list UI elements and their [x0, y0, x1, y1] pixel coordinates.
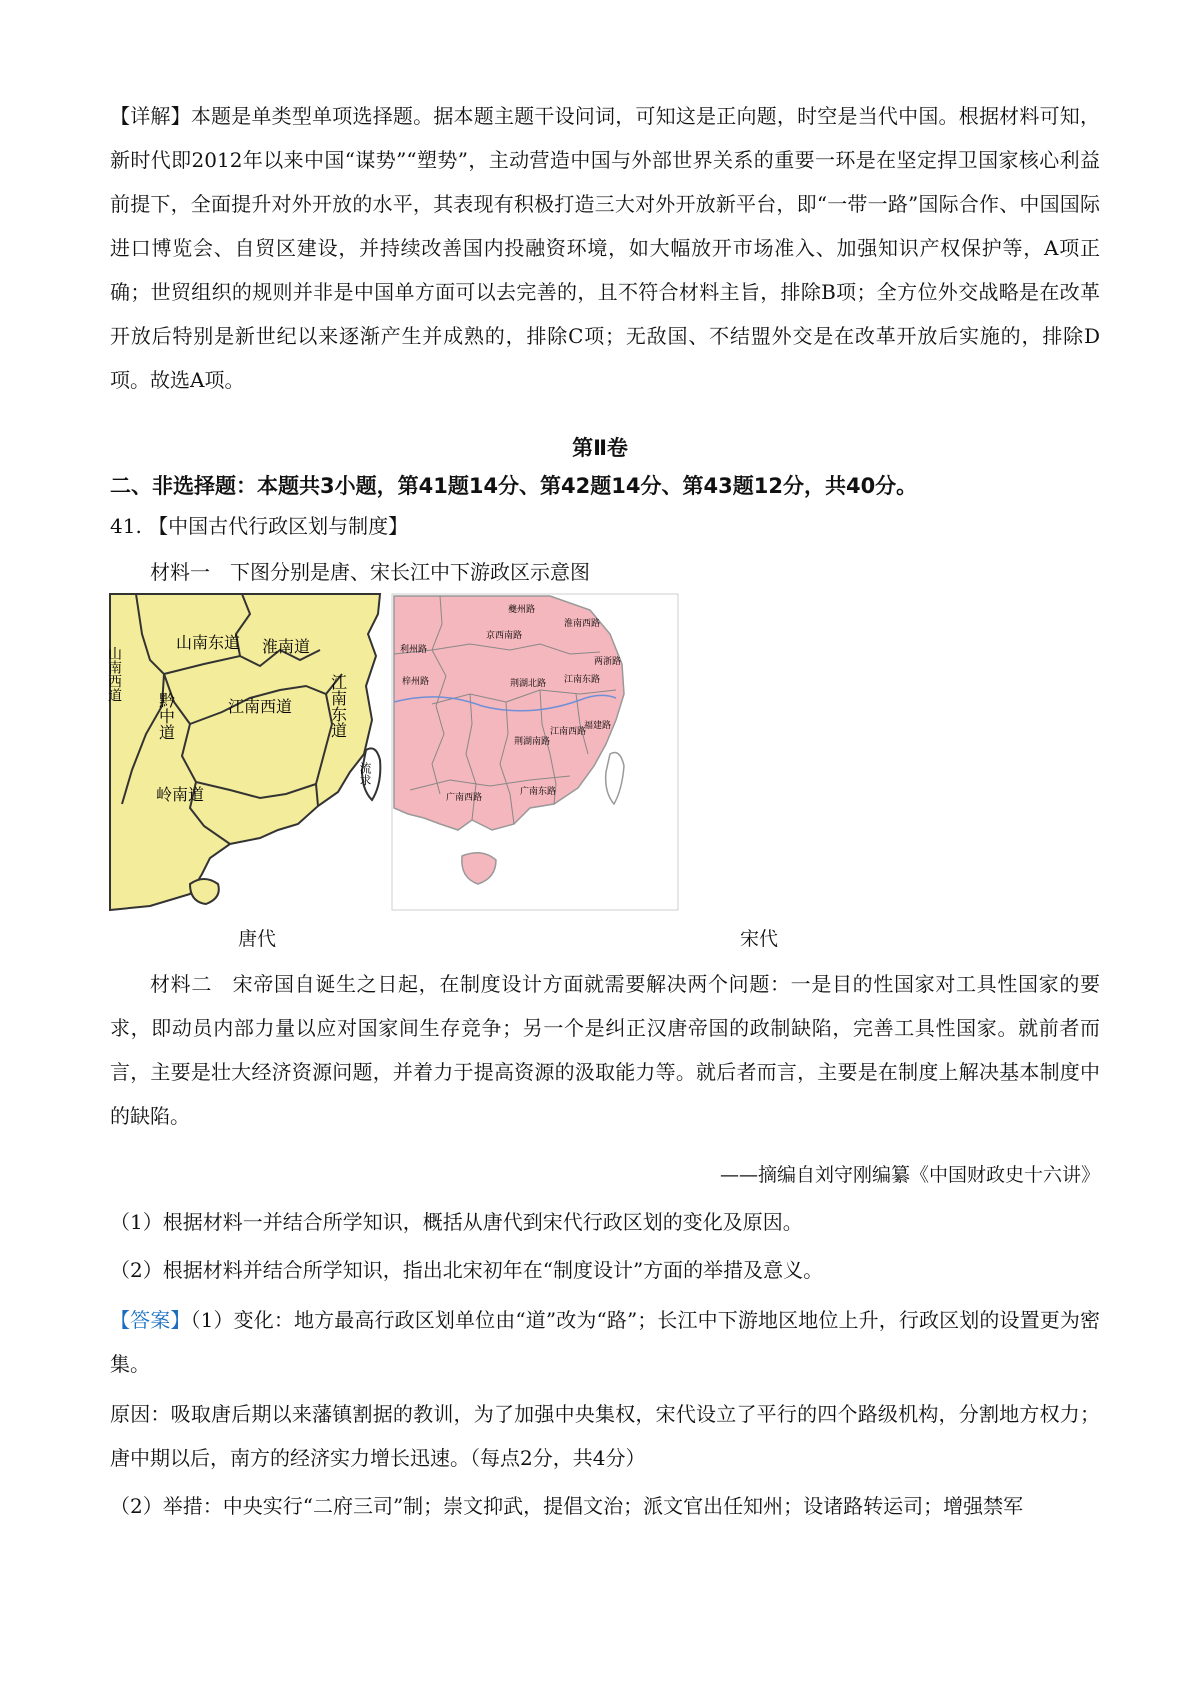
song-map-caption: 宋代: [740, 928, 779, 950]
answer-part-one: [110, 1298, 1100, 1386]
detail-paragraph: [110, 94, 1100, 402]
tang-label-b: 淮南道: [262, 637, 311, 656]
tang-label-f: 江南西道: [228, 697, 293, 716]
tang-label-e: 黔中道: [156, 692, 176, 740]
material-two: 材料二 宋帝国自诞生之日起，在制度设计方面就需要解决两个问题：一是目的性国家对工具性国家的要求，即动员内部力量以应对国家间生存竞争；另一个是纠正汉唐帝国的政制缺陷，完善工具性国家。就前者而言，主要是壮大经济资源问题，并着力于提高资源的汲取能力等。就后者而言，主要是在制度上解决基本制度中的缺陷。: [110, 972, 1100, 1128]
song-label-e: 荆湖北路: [510, 679, 547, 689]
detail-label: 【详解】: [110, 104, 191, 128]
answer-p1-text: （1）变化：地方最高行政区划单位由“道”改为“路”；长江中下游地区地位上升，行政区划的设置更为密集。: [110, 1308, 1101, 1376]
song-label-k: 广南西路: [446, 793, 483, 803]
answer-reason: 原因：吸取唐后期以来藩镇割据的教训，为了加强中央集权，宋代设立了平行的四个路级机构，分割地方权力；唐中期以后，南方的经济实力增长迅速。（每点2分，共4分）: [110, 1402, 1100, 1470]
song-label-g: 两浙路: [594, 657, 622, 667]
section-heading: 二、非选择题：本题共3小题，第41题14分、第42题14分、第43题12分，共40分。: [110, 474, 918, 498]
question-heading: [110, 504, 1100, 548]
question-one: （1）根据材料一并结合所学知识，概括从唐代到宋代行政区划的变化及原因。: [110, 1210, 803, 1234]
song-label-c: 利州路: [400, 645, 428, 655]
song-label-f: 江南东路: [564, 675, 601, 685]
tang-map-caption: 唐代: [238, 928, 277, 950]
tang-label-a: 山南东道: [176, 633, 241, 652]
song-label-m: 夔州路: [508, 605, 536, 615]
part-title: 第Ⅱ卷: [572, 436, 628, 460]
region-maps: [106, 594, 678, 910]
material-one: 材料一 下图分别是唐、宋长江中下游政区示意图: [150, 560, 590, 584]
song-label-j: 福建路: [584, 721, 612, 731]
tang-label-c: 山南西道: [106, 646, 122, 702]
question-number: 41.: [110, 514, 142, 538]
song-label-h: 荆湖南路: [514, 737, 551, 747]
answer-part-two: （2）举措：中央实行“二府三司”制；崇文抑武，提倡文治；派文官出任知州；设诸路转运司；增强禁军: [110, 1494, 1024, 1518]
answer-label: 【答案】: [110, 1308, 191, 1332]
tang-label-d: 江南东道: [328, 674, 348, 738]
maps-svg: [106, 594, 678, 910]
song-label-b: 淮南西路: [564, 619, 601, 629]
song-label-i: 江南西路: [550, 727, 587, 737]
song-label-d: 梓州路: [402, 677, 430, 687]
song-label-a: 京西南路: [486, 631, 523, 641]
tang-label-h: 流求: [358, 762, 372, 786]
tang-label-g: 岭南道: [156, 785, 205, 804]
question-topic: 【中国古代行政区划与制度】: [148, 514, 409, 538]
question-two: （2）根据材料并结合所学知识，指出北宋初年在“制度设计”方面的举措及意义。: [110, 1258, 824, 1282]
detail-text: 本题是单类型单项选择题。据本题主题干设问词，可知这是正向题，时空是当代中国。根据材料可知，新时代即2012年以来中国“谋势”“塑势”，主动营造中国与外部世界关系的重要一环是在坚定捍卫国家核心利益前提下，全面提升对外开放的水平，其表现有积极打造三大对外开放新平台，即“一带一路”国际合作、中国国际进口博览会、自贸区建设，并持续改善国内投融资环境，如大幅放开市场准入、加强知识产权保护等，A项正确；世贸组织的规则并非是中国单方面可以去完善的，且不符合材料主旨，排除B项；全方位外交战略是在改革开放后特别是新世纪以来逐渐产生并成熟的，排除C项；无敌国、不结盟外交是在改革开放后实施的，排除D项。故选A项。: [110, 104, 1101, 392]
song-label-l: 广南东路: [520, 787, 557, 797]
material-source: ——摘编自刘守刚编纂《中国财政史十六讲》: [719, 1164, 1100, 1186]
